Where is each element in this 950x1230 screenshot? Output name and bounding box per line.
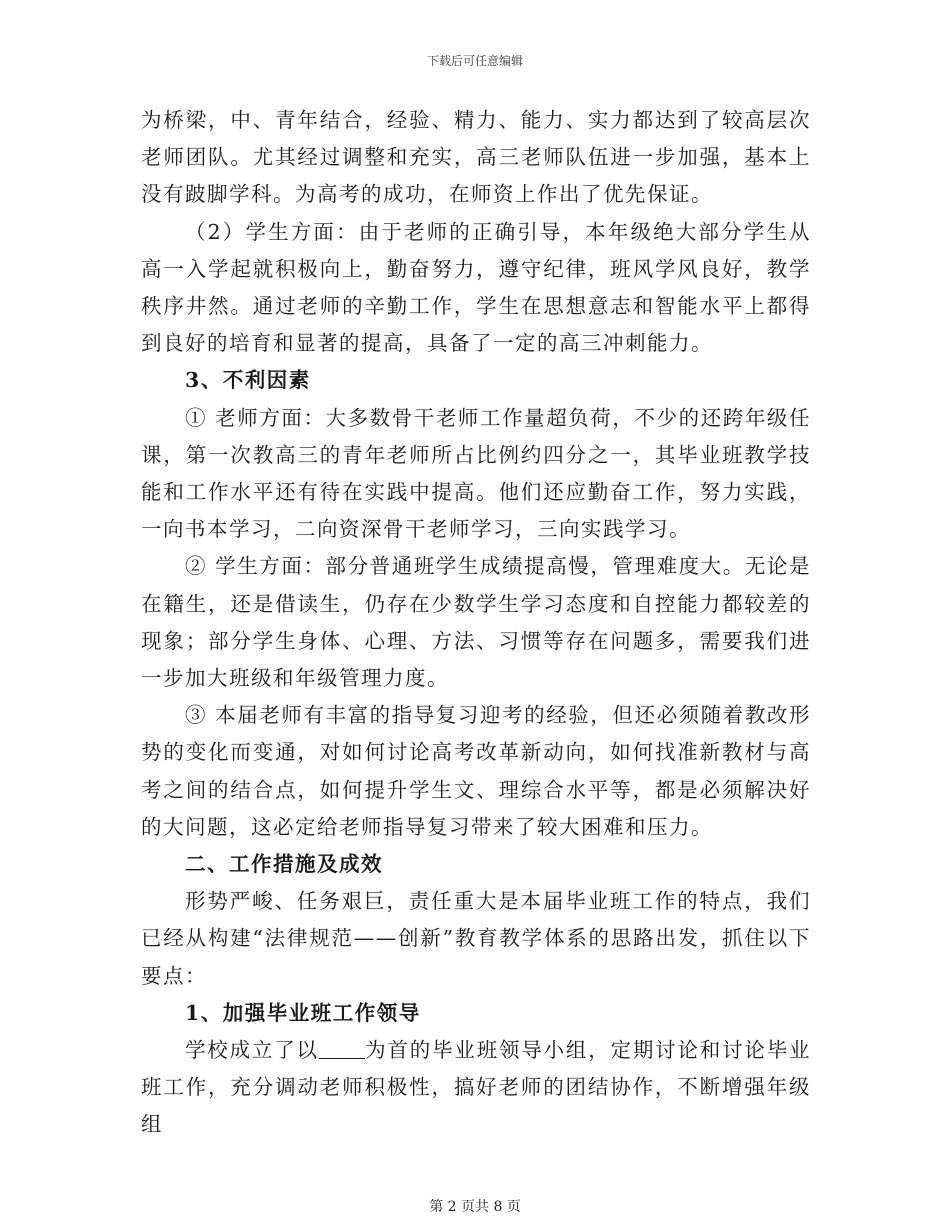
page-header: 下载后可任意编辑: [426, 54, 523, 68]
paragraph-teacher-team: 为桥梁，中、青年结合，经验、精力、能力、实力都达到了较高层次老师团队。尤其经过调整和充实，高三老师队伍进一步加强，基本上没有跛脚学科。为高考的成功，在师资上作出了优先保证。: [141, 108, 811, 207]
heading-work-measures: 二、工作措施及成效: [185, 852, 383, 877]
paragraph-teacher-issues: ① 老师方面：大多数骨干老师工作量超负荷，不少的还跨年级任课，第一次教高三的青年老师所占比例约四分之一，其毕业班教学技能和工作水平还有待在实践中提高。他们还应勤奋工作，努力实践，一向书本学习，二向资深骨干老师学习，三向实践学习。: [141, 405, 811, 542]
heading-unfavorable-factors: 3、不利因素: [185, 368, 311, 393]
page-footer: 第 2 页共 8 页: [429, 1199, 521, 1215]
text-segment: 为首的毕业班领导小组，定期讨论和讨论毕业班工作，充分调动老师积极性，搞好老师的团结协作，不断增强年级组: [141, 1038, 812, 1137]
paragraph-student-issues: ② 学生方面：部分普通班学生成绩提高慢，管理难度大。无论是在籍生，还是借读生，仍存在少数学生学习态度和自控能力都较差的现象；部分学生身体、心理、方法、习惯等存在问题多，需要我们进一步加大班级和年级管理力度。: [141, 554, 811, 691]
text-segment: 学校成立了以: [185, 1038, 319, 1063]
paragraph-leadership-group: [141, 1032, 811, 1144]
paragraph-review-challenges: ③ 本届老师有丰富的指导复习迎考的经验，但还必须随着教改形势的变化而变通，对如何讨论高考改革新动向，如何找准新教材与高考之间的结合点，如何提升学生文、理综合水平等，都是必须解决好的大问题，这必定给老师指导复习带来了较大困难和压力。: [141, 703, 811, 839]
fill-in-blank: [319, 1040, 365, 1059]
heading-strengthen-leadership: 1、加强毕业班工作领导: [185, 1000, 421, 1025]
paragraph-situation: 形势严峻、任务艰巨，责任重大是本届毕业班工作的特点，我们已经从构建“法律规范——创新”教育教学体系的思路出发，抓住以下要点：: [141, 889, 811, 988]
paragraph-student-aspect: （2）学生方面：由于老师的正确引导，本年级绝大部分学生从高一入学起就积极向上，勤奋努力，遵守纪律，班风学风良好，教学秩序井然。通过老师的辛勤工作，学生在思想意志和智能水平上都得到良好的培育和显著的提高，具备了一定的高三冲刺能力。: [141, 219, 811, 356]
document-body: [141, 102, 811, 1144]
